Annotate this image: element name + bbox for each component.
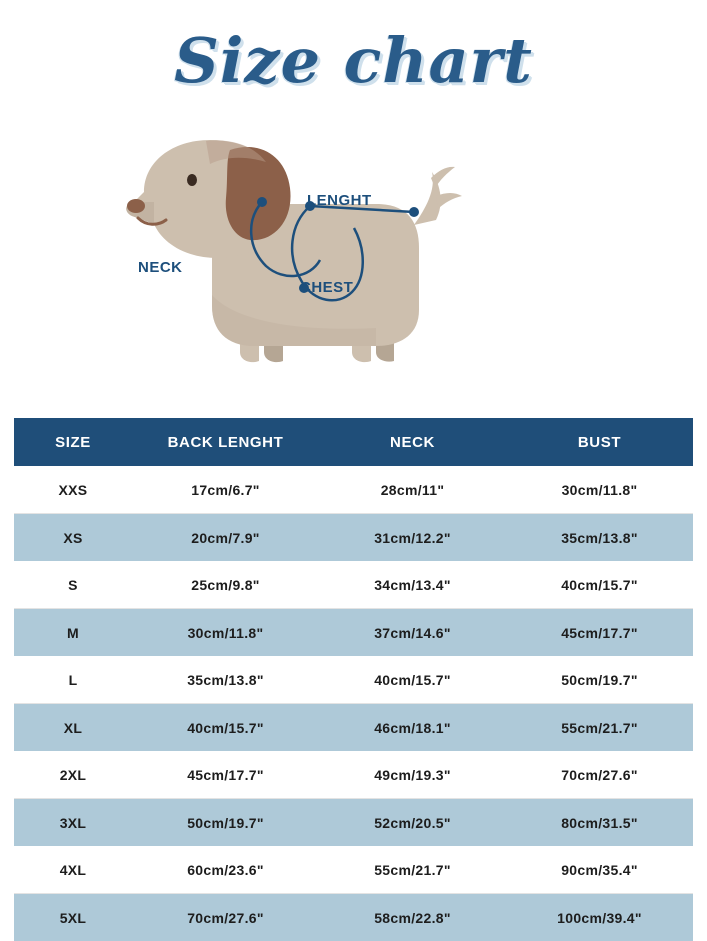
table-row <box>14 799 693 847</box>
cell-bust: 35cm/13.8" <box>506 514 693 562</box>
cell-size: XS <box>14 514 132 562</box>
table-row <box>14 751 693 799</box>
cell-neck: 40cm/15.7" <box>319 656 506 704</box>
cell-back-lenght: 45cm/17.7" <box>132 751 319 799</box>
cell-neck: 34cm/13.4" <box>319 561 506 609</box>
cell-size: 5XL <box>14 894 132 941</box>
cell-bust: 30cm/11.8" <box>506 466 693 514</box>
label-chest: CHEST <box>300 279 353 296</box>
cell-bust: 55cm/21.7" <box>506 704 693 752</box>
column-header-bust: BUST <box>506 418 693 466</box>
table-row <box>14 514 693 562</box>
cell-neck: 28cm/11" <box>319 466 506 514</box>
dog-tail-icon <box>414 167 462 225</box>
cell-back-lenght: 20cm/7.9" <box>132 514 319 562</box>
cell-size: M <box>14 609 132 657</box>
column-header-back-lenght: BACK LENGHT <box>132 418 319 466</box>
cell-neck: 46cm/18.1" <box>319 704 506 752</box>
cell-neck: 31cm/12.2" <box>319 514 506 562</box>
cell-bust: 100cm/39.4" <box>506 894 693 941</box>
cell-back-lenght: 50cm/19.7" <box>132 799 319 847</box>
size-table-wrap <box>14 418 693 941</box>
table-row <box>14 561 693 609</box>
cell-size: 3XL <box>14 799 132 847</box>
cell-size: 2XL <box>14 751 132 799</box>
cell-neck: 52cm/20.5" <box>319 799 506 847</box>
label-neck: NECK <box>138 259 183 276</box>
cell-size: XL <box>14 704 132 752</box>
page-title: Size chart <box>0 18 707 104</box>
cell-back-lenght: 17cm/6.7" <box>132 466 319 514</box>
cell-bust: 70cm/27.6" <box>506 751 693 799</box>
cell-back-lenght: 70cm/27.6" <box>132 894 319 941</box>
column-header-size: SIZE <box>14 418 132 466</box>
cell-size: XXS <box>14 466 132 514</box>
table-row <box>14 609 693 657</box>
cell-size: 4XL <box>14 846 132 894</box>
cell-neck: 49cm/19.3" <box>319 751 506 799</box>
cell-bust: 40cm/15.7" <box>506 561 693 609</box>
size-table <box>14 418 693 941</box>
cell-bust: 80cm/31.5" <box>506 799 693 847</box>
cell-neck: 58cm/22.8" <box>319 894 506 941</box>
table-row <box>14 846 693 894</box>
cell-neck: 55cm/21.7" <box>319 846 506 894</box>
page-title-wrap <box>0 18 707 108</box>
table-row <box>14 704 693 752</box>
table-header-row <box>14 418 693 466</box>
label-length: LENGHT <box>307 192 372 209</box>
cell-back-lenght: 25cm/9.8" <box>132 561 319 609</box>
table-row <box>14 894 693 941</box>
cell-back-lenght: 40cm/15.7" <box>132 704 319 752</box>
table-row <box>14 466 693 514</box>
cell-size: S <box>14 561 132 609</box>
column-header-neck: NECK <box>319 418 506 466</box>
cell-back-lenght: 60cm/23.6" <box>132 846 319 894</box>
cell-bust: 50cm/19.7" <box>506 656 693 704</box>
cell-neck: 37cm/14.6" <box>319 609 506 657</box>
table-row <box>14 656 693 704</box>
cell-bust: 45cm/17.7" <box>506 609 693 657</box>
cell-bust: 90cm/35.4" <box>506 846 693 894</box>
dog-illustration <box>0 120 707 400</box>
cell-size: L <box>14 656 132 704</box>
cell-back-lenght: 30cm/11.8" <box>132 609 319 657</box>
cell-back-lenght: 35cm/13.8" <box>132 656 319 704</box>
